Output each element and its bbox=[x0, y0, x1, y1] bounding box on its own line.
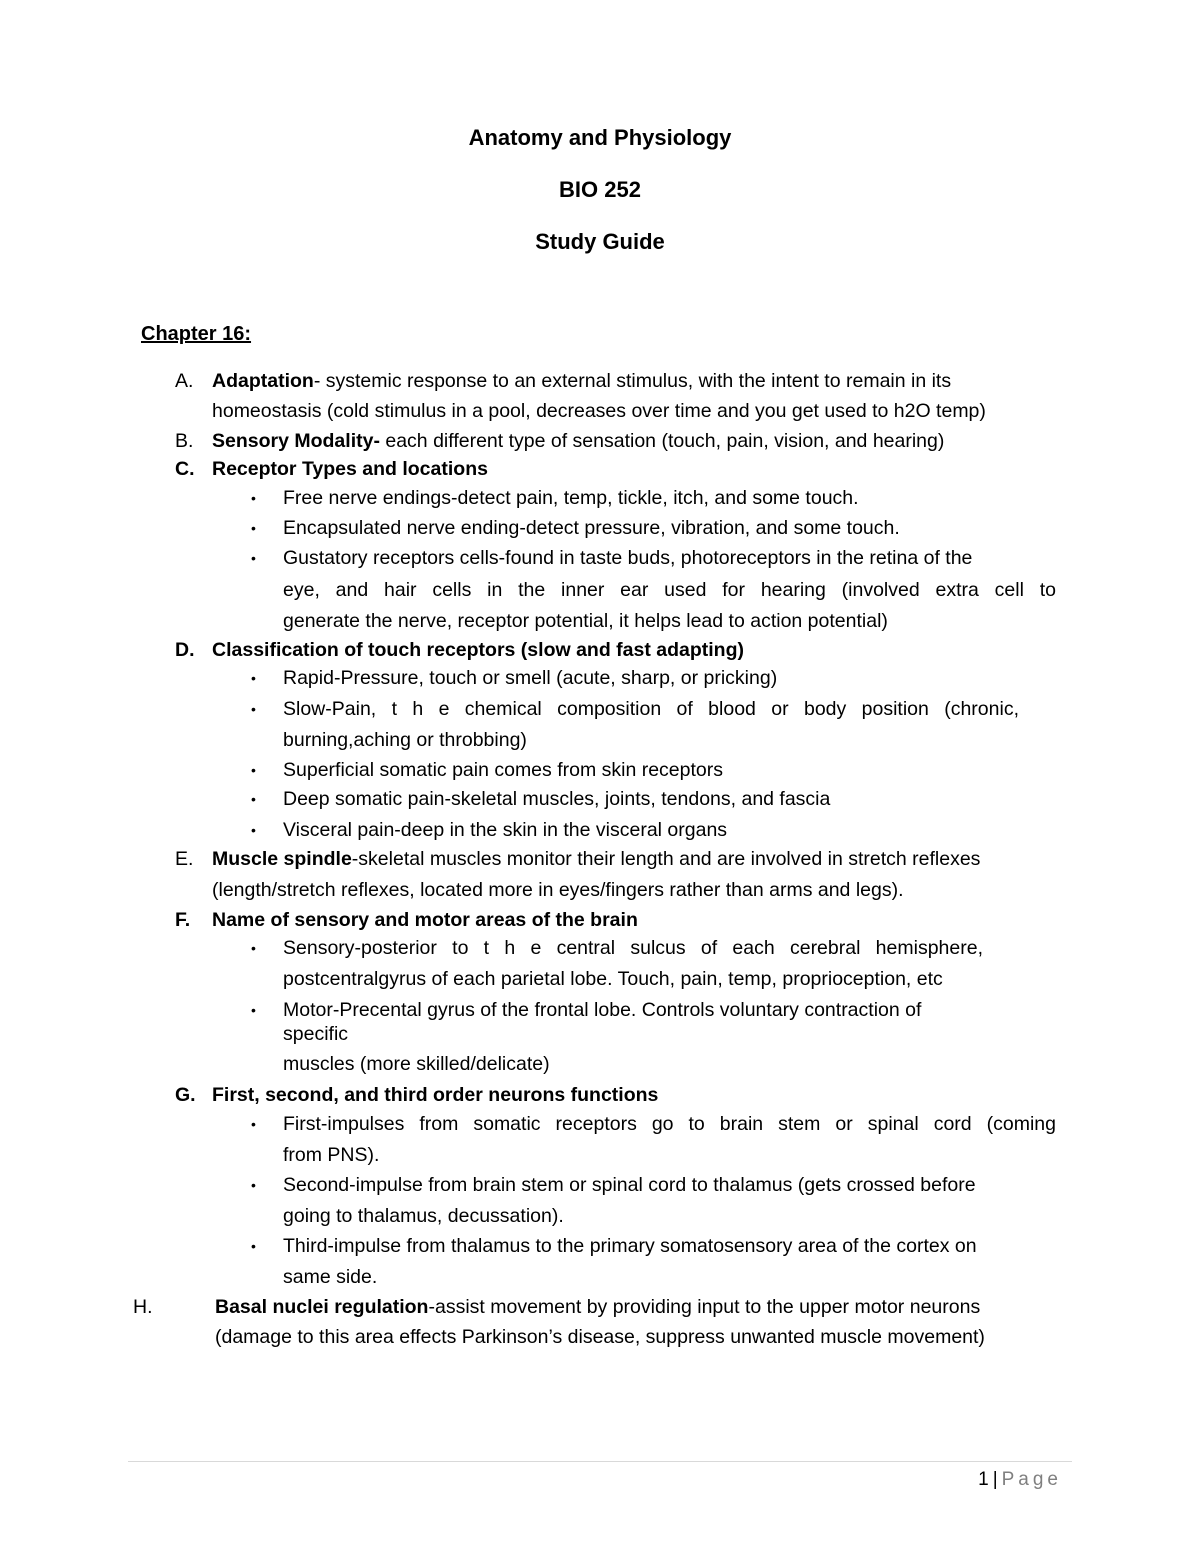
section-d-bullet-5: Visceral pain-deep in the skin in the visceral organs bbox=[283, 819, 728, 841]
section-marker-c: C. bbox=[175, 458, 195, 480]
section-g-bullet-1-line-1: First-impulses from somatic receptors go to brain stem or spinal cord (coming bbox=[283, 1113, 1056, 1135]
section-c-bullet-2: Encapsulated nerve ending-detect pressure, vibration, and some touch. bbox=[283, 517, 900, 539]
section-d-bullet-2-line-1: Slow-Pain, t h e chemical composition of blood or body position (chronic, bbox=[283, 698, 1019, 720]
section-marker-d: D. bbox=[175, 639, 195, 661]
section-c-bullet-1: Free nerve endings-detect pain, temp, tickle, itch, and some touch. bbox=[283, 487, 859, 509]
section-marker-e: E. bbox=[175, 848, 194, 870]
section-c-heading: Receptor Types and locations bbox=[212, 458, 488, 480]
section-d-bullet-3: Superficial somatic pain comes from skin receptors bbox=[283, 759, 723, 781]
section-a-line-2: homeostasis (cold stimulus in a pool, decreases over time and you get used to h2O temp) bbox=[212, 400, 986, 422]
section-d-heading: Classification of touch receptors (slow and fast adapting) bbox=[212, 639, 744, 661]
section-g-bullet-3-line-2: same side. bbox=[283, 1266, 378, 1288]
bullet-icon: • bbox=[251, 1116, 256, 1132]
section-f-bullet-1-line-2: postcentralgyrus of each parietal lobe. Touch, pain, temp, proprioception, etc bbox=[283, 968, 943, 990]
bullet-icon: • bbox=[251, 701, 256, 717]
section-h-line-2: (damage to this area effects Parkinson’s disease, suppress unwanted muscle movement) bbox=[215, 1326, 985, 1348]
document-title: Anatomy and Physiology bbox=[468, 125, 732, 150]
section-c-bullet-3-line-1: Gustatory receptors cells-found in taste buds, photoreceptors in the retina of the bbox=[283, 547, 973, 569]
bullet-icon: • bbox=[251, 670, 256, 686]
section-f-bullet-2-line-1: Motor-Precental gyrus of the frontal lobe. Controls voluntary contraction of bbox=[283, 999, 922, 1021]
footer-divider bbox=[128, 1461, 1072, 1462]
section-e-term: Muscle spindle bbox=[212, 848, 352, 870]
section-marker-g: G. bbox=[175, 1084, 196, 1106]
section-f-bullet-2-line-3: muscles (more skilled/delicate) bbox=[283, 1053, 550, 1075]
section-f-bullet-2-line-2: specific bbox=[283, 1023, 349, 1045]
section-g-bullet-2-line-1: Second-impulse from brain stem or spinal cord to thalamus (gets crossed before bbox=[283, 1174, 976, 1196]
bullet-icon: • bbox=[251, 762, 256, 778]
section-f-bullet-1-line-1: Sensory-posterior to t h e central sulcus of each cerebral hemisphere, bbox=[283, 937, 983, 959]
section-a-term: Adaptation bbox=[212, 370, 314, 392]
chapter-heading: Chapter 16: bbox=[141, 323, 252, 345]
page-label: Page bbox=[1001, 1469, 1062, 1490]
page-footer bbox=[978, 1467, 1062, 1493]
section-e-line-2: (length/stretch reflexes, located more in eyes/fingers rather than arms and legs). bbox=[212, 879, 904, 901]
section-marker-a: A. bbox=[175, 370, 194, 392]
section-marker-b: B. bbox=[175, 430, 194, 452]
section-marker-f: F. bbox=[175, 909, 191, 931]
section-c-bullet-3-line-2: eye, and hair cells in the inner ear used for hearing (involved extra cell to bbox=[283, 579, 1056, 601]
bullet-icon: • bbox=[251, 1002, 256, 1018]
bullet-icon: • bbox=[251, 791, 256, 807]
section-b-text: each different type of sensation (touch, pain, vision, and hearing) bbox=[379, 430, 945, 452]
course-code: BIO 252 bbox=[559, 177, 641, 202]
page-number: 1 bbox=[978, 1469, 989, 1490]
section-e-text: -skeletal muscles monitor their length and are involved in stretch reflexes bbox=[351, 848, 981, 870]
document-subtitle: Study Guide bbox=[535, 229, 665, 254]
bullet-icon: • bbox=[251, 822, 256, 838]
section-h-term: Basal nuclei regulation bbox=[215, 1296, 429, 1318]
section-f-heading: Name of sensory and motor areas of the brain bbox=[212, 909, 638, 931]
section-c-bullet-3-line-3: generate the nerve, receptor potential, it helps lead to action potential) bbox=[283, 610, 888, 632]
section-a-text: - systemic response to an external stimulus, with the intent to remain in its bbox=[313, 370, 952, 392]
section-g-bullet-2-line-2: going to thalamus, decussation). bbox=[283, 1205, 564, 1227]
section-b-line-1 bbox=[212, 428, 944, 454]
section-b-term: Sensory Modality- bbox=[212, 430, 380, 452]
section-h-line-1 bbox=[215, 1294, 980, 1320]
bullet-icon: • bbox=[251, 520, 256, 536]
bullet-icon: • bbox=[251, 1177, 256, 1193]
bullet-icon: • bbox=[251, 550, 256, 566]
footer-separator: | bbox=[992, 1469, 998, 1490]
section-a-line-1 bbox=[212, 368, 951, 394]
bullet-icon: • bbox=[251, 940, 256, 956]
bullet-icon: • bbox=[251, 490, 256, 506]
section-marker-h: H. bbox=[133, 1296, 153, 1318]
section-g-heading: First, second, and third order neurons functions bbox=[212, 1084, 659, 1106]
section-d-bullet-4: Deep somatic pain-skeletal muscles, joints, tendons, and fascia bbox=[283, 788, 831, 810]
section-d-bullet-2-line-2: burning,aching or throbbing) bbox=[283, 729, 527, 751]
section-d-bullet-1: Rapid-Pressure, touch or smell (acute, sharp, or pricking) bbox=[283, 667, 778, 689]
section-g-bullet-1-line-2: from PNS). bbox=[283, 1144, 380, 1166]
section-e-line-1 bbox=[212, 846, 980, 872]
section-h-text: -assist movement by providing input to the upper motor neurons bbox=[428, 1296, 981, 1318]
section-g-bullet-3-line-1: Third-impulse from thalamus to the primary somatosensory area of the cortex on bbox=[283, 1235, 977, 1257]
bullet-icon: • bbox=[251, 1238, 256, 1254]
